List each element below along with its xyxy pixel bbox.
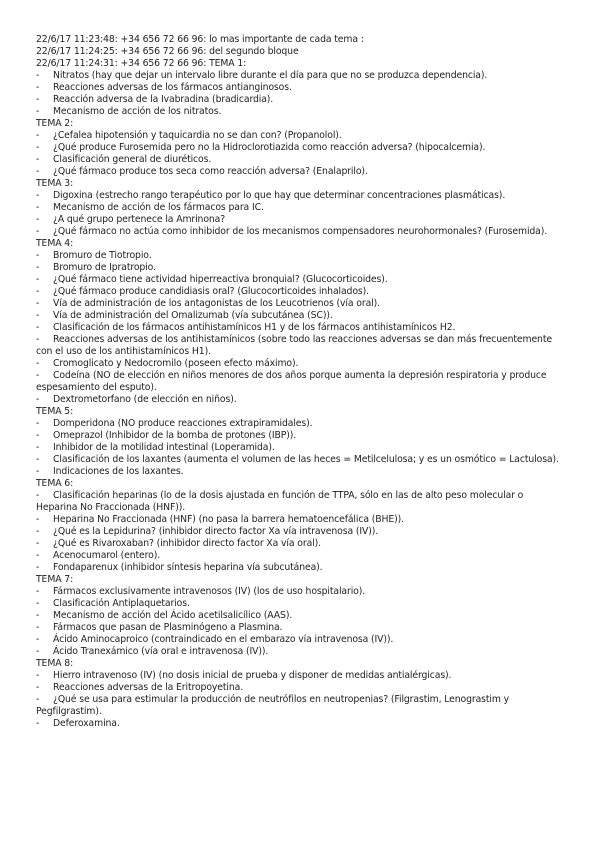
list-item: [36, 466, 566, 478]
list-item-text: Omeprazol (Inhibidor de la bomba de protones (IBP)).: [53, 430, 297, 441]
section-title: TEMA 6:: [36, 478, 74, 489]
list-dash: -: [36, 322, 40, 333]
list-item-text: Dextrometorfano (de elección en niños).: [53, 394, 237, 405]
list-dash: -: [36, 670, 40, 681]
list-dash: -: [36, 514, 40, 525]
list-dash: -: [36, 142, 40, 153]
list-item-text: ¿Qué se usa para estimular la producción de neutrófilos en neutropenias? (Filgrastim, Lenograstim y Pegfilgrastim).: [36, 694, 510, 717]
header-line: 22/6/17 11:23:48: +34 656 72 66 96: lo mas importante de cada tema :: [36, 34, 364, 45]
list-dash: -: [36, 550, 40, 561]
list-dash: -: [36, 274, 40, 285]
list-item-text: Ácido Tranexámico (vía oral e intravenosa (IV)).: [53, 646, 269, 657]
list-item-text: Mecanismo de acción de los nitratos.: [53, 106, 222, 117]
list-item: [36, 190, 566, 202]
list-dash: -: [36, 718, 40, 729]
list-item-text: Clasificación Antiplaquetarios.: [53, 598, 190, 609]
section-title: TEMA 7:: [36, 574, 74, 585]
list-item: [36, 310, 566, 322]
list-item: [36, 70, 566, 82]
list-item: [36, 262, 566, 274]
list-item: [36, 250, 566, 262]
list-item: [36, 682, 566, 694]
document-page: [36, 34, 566, 730]
list-item: [36, 322, 566, 334]
list-dash: -: [36, 370, 40, 381]
list-item: [36, 142, 566, 154]
list-item: [36, 622, 566, 634]
list-dash: -: [36, 610, 40, 621]
list-item-text: ¿Qué produce Furosemida pero no la Hidroclorotiazida como reacción adversa? (hipocalcemia).: [53, 142, 486, 153]
list-item-text: Clasificación de los laxantes (aumenta el volumen de las heces = Metilcelulosa; y es un osmótico = Lactulosa).: [53, 454, 559, 465]
list-item: [36, 82, 566, 94]
list-item-text: Vía de administración de los antagonistas de los Leucotrienos (vía oral).: [53, 298, 380, 309]
section-title: TEMA 4:: [36, 238, 74, 249]
list-item: [36, 334, 566, 358]
list-item: [36, 358, 566, 370]
list-item: [36, 370, 566, 394]
list-dash: -: [36, 250, 40, 261]
list-item: [36, 442, 566, 454]
list-item: [36, 274, 566, 286]
list-item: [36, 670, 566, 682]
list-dash: -: [36, 310, 40, 321]
list-item: [36, 514, 566, 526]
list-item-text: Heparina No Fraccionada (HNF) (no pasa la barrera hematoencefálica (BHE)).: [53, 514, 404, 525]
list-dash: -: [36, 226, 40, 237]
list-dash: -: [36, 166, 40, 177]
list-item-text: Reacciones adversas de los fármacos antianginosos.: [53, 82, 292, 93]
list-item: [36, 490, 566, 514]
list-item-text: Mecanismo de acción del Ácido acetilsalicílico (AAS).: [53, 610, 293, 621]
list-dash: -: [36, 490, 40, 501]
list-item: [36, 430, 566, 442]
list-dash: -: [36, 538, 40, 549]
list-item: [36, 154, 566, 166]
list-item-text: Clasificación de los fármacos antihistamínicos H1 y de los fármacos antihistamínicos H2.: [53, 322, 456, 333]
list-item: [36, 550, 566, 562]
list-item-text: Reacciones adversas de los antihistamínicos (sobre todo las reacciones adversas se dan más frecuentemente con el uso de los antihistamínicos H1).: [36, 334, 552, 357]
list-item: [36, 526, 566, 538]
list-dash: -: [36, 622, 40, 633]
list-dash: -: [36, 154, 40, 165]
list-dash: -: [36, 694, 40, 705]
list-item-text: Bromuro de Ipratropio.: [53, 262, 156, 273]
list-item: [36, 286, 566, 298]
list-dash: -: [36, 430, 40, 441]
header-line: 22/6/17 11:24:25: +34 656 72 66 96: del segundo bloque: [36, 46, 299, 57]
list-item: [36, 586, 566, 598]
list-dash: -: [36, 682, 40, 693]
list-item-text: Mecanismo de acción de los fármacos para IC.: [53, 202, 264, 213]
list-dash: -: [36, 190, 40, 201]
list-dash: -: [36, 454, 40, 465]
list-item-text: Clasificación heparinas (lo de la dosis ajustada en función de TTPA, sólo en las de alto peso molecular o Heparina No Fraccionada (HNF)).: [36, 490, 524, 513]
list-dash: -: [36, 262, 40, 273]
list-item: [36, 598, 566, 610]
list-item-text: Indicaciones de los laxantes.: [53, 466, 184, 477]
list-dash: -: [36, 82, 40, 93]
list-dash: -: [36, 394, 40, 405]
list-dash: -: [36, 442, 40, 453]
list-dash: -: [36, 634, 40, 645]
list-item: [36, 538, 566, 550]
list-item-text: ¿Cefalea hipotensión y taquicardia no se dan con? (Propanolol).: [53, 130, 342, 141]
list-dash: -: [36, 562, 40, 573]
list-item-text: Fondaparenux (inhibidor síntesis heparina vía subcutánea).: [53, 562, 323, 573]
list-item-text: ¿A qué grupo pertenece la Amrinona?: [53, 214, 226, 225]
list-dash: -: [36, 70, 40, 81]
list-dash: -: [36, 214, 40, 225]
list-item-text: Ácido Aminocaproico (contraindicado en el embarazo vía intravenosa (IV)).: [53, 634, 394, 645]
list-dash: -: [36, 202, 40, 213]
list-item-text: ¿Qué fármaco produce candidiasis oral? (Glucocorticoides inhalados).: [53, 286, 369, 297]
list-item: [36, 166, 566, 178]
list-item: [36, 454, 566, 466]
list-item: [36, 694, 566, 718]
list-item: [36, 298, 566, 310]
list-item-text: Acenocumarol (entero).: [53, 550, 161, 561]
list-dash: -: [36, 586, 40, 597]
list-dash: -: [36, 526, 40, 537]
list-item-text: Codeína (NO de elección en niños menores de dos años porque aumenta la depresión respiratoria y produce espesamiento del esputo).: [36, 370, 547, 393]
list-dash: -: [36, 298, 40, 309]
list-item-text: Cromoglicato y Nedocromilo (poseen efecto máximo).: [53, 358, 299, 369]
list-item-text: Vía de administración del Omalizumab (vía subcutánea (SC)).: [53, 310, 333, 321]
list-item-text: Digoxina (estrecho rango terapéutico por lo que hay que determinar concentraciones plasmáticas).: [53, 190, 506, 201]
list-item-text: Domperidona (NO produce reacciones extrapiramidales).: [53, 418, 313, 429]
list-item-text: ¿Qué es Rivaroxaban? (inhibidor directo factor Xa vía oral).: [53, 538, 321, 549]
list-item-text: Reacción adversa de la Ivabradina (bradicardia).: [53, 94, 274, 105]
list-dash: -: [36, 466, 40, 477]
list-item-text: Clasificación general de diuréticos.: [53, 154, 212, 165]
header-line: 22/6/17 11:24:31: +34 656 72 66 96: TEMA 1:: [36, 58, 247, 69]
list-item-text: Reacciones adversas de la Eritropoyetina.: [53, 682, 244, 693]
list-item: [36, 394, 566, 406]
section-title: TEMA 8:: [36, 658, 74, 669]
list-item-text: Fármacos exclusivamente intravenosos (IV) (los de uso hospitalario).: [53, 586, 366, 597]
list-dash: -: [36, 358, 40, 369]
list-dash: -: [36, 94, 40, 105]
list-dash: -: [36, 286, 40, 297]
list-item: [36, 106, 566, 118]
list-dash: -: [36, 130, 40, 141]
list-item: [36, 226, 566, 238]
list-item: [36, 202, 566, 214]
list-item-text: Bromuro de Tiotropio.: [53, 250, 152, 261]
list-item: [36, 562, 566, 574]
list-item-text: Hierro intravenoso (IV) (no dosis inicial de prueba y disponer de medidas antialérgicas).: [53, 670, 452, 681]
list-dash: -: [36, 106, 40, 117]
list-item-text: ¿Qué fármaco no actúa como inhibidor de los mecanismos compensadores neurohormonales? (Furosemida).: [53, 226, 548, 237]
list-item-text: ¿Qué fármaco tiene actividad hiperreactiva bronquial? (Glucocorticoides).: [53, 274, 388, 285]
list-item-text: Inhibidor de la motilidad intestinal (Loperamida).: [53, 442, 275, 453]
list-item: [36, 610, 566, 622]
list-item: [36, 418, 566, 430]
list-item-text: ¿Qué es la Lepidurina? (inhibidor directo factor Xa vía intravenosa (IV)).: [53, 526, 379, 537]
list-dash: -: [36, 646, 40, 657]
list-item: [36, 94, 566, 106]
list-item: [36, 634, 566, 646]
list-item-text: Fármacos que pasan de Plasminógeno a Plasmina.: [53, 622, 283, 633]
list-item: [36, 718, 566, 730]
list-item: [36, 646, 566, 658]
section-title: TEMA 5:: [36, 406, 74, 417]
list-dash: -: [36, 598, 40, 609]
list-dash: -: [36, 418, 40, 429]
list-item: [36, 130, 566, 142]
section-title: TEMA 2:: [36, 118, 74, 129]
section-title: TEMA 3:: [36, 178, 74, 189]
list-dash: -: [36, 334, 40, 345]
list-item-text: ¿Qué fármaco produce tos seca como reacción adversa? (Enalaprilo).: [53, 166, 368, 177]
list-item-text: Deferoxamina.: [53, 718, 120, 729]
list-item: [36, 214, 566, 226]
list-item-text: Nitratos (hay que dejar un intervalo libre durante el día para que no se produzca dependencia).: [53, 70, 488, 81]
